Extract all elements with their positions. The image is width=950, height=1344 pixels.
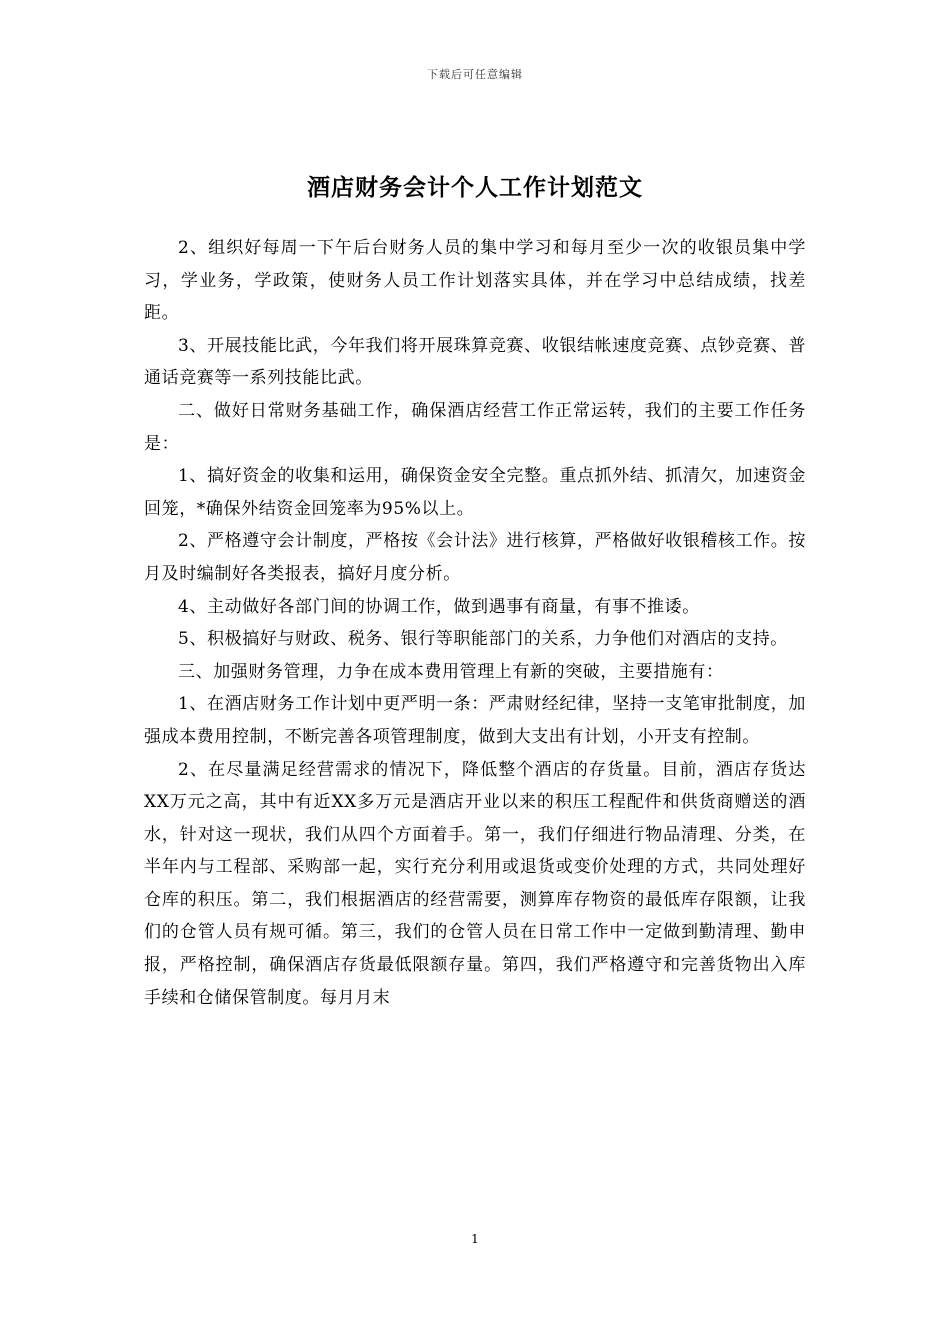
paragraph: 2、严格遵守会计制度，严格按《会计法》进行核算，严格做好收银稽核工作。按月及时编制好各类报表，搞好月度分析。 [144, 531, 806, 584]
paragraph: 三、加强财务管理，力争在成本费用管理上有新的突破，主要措施有： [178, 661, 724, 682]
page-number: 1 [471, 1232, 479, 1246]
paragraph: 4、主动做好各部门间的协调工作，做到遇事有商量，有事不推诿。 [178, 596, 700, 617]
paragraph: 1、搞好资金的收集和运用，确保资金安全完整。重点抓外结、抓清欠，加速资金回笼，*确保外结资金回笼率为95%以上。 [144, 466, 806, 519]
paragraph: 3、开展技能比武，今年我们将开展珠算竞赛、收银结帐速度竞赛、点钞竞赛、普通话竞赛等一系列技能比武。 [144, 335, 806, 389]
paragraph: 5、积极搞好与财政、税务、银行等职能部门的关系，力争他们对酒店的支持。 [178, 629, 788, 650]
paragraph: 2、在尽量满足经营需求的情况下，降低整个酒店的存货量。目前，酒店存货达XX万元之高，其中有近XX多万元是酒店开业以来的积压工程配件和供货商赠送的酒水，针对这一现状，我们从四个方面着手。第一，我们仔细进行物品清理、分类，在半年内与工程部、采购部一起，实行充分利用或退货或变价处理的方式，共同处理好仓库的积压。第二，我们根据酒店的经营需要，测算库存物资的最低库存限额，让我们的仓管人员有规可循。第三，我们的仓管人员在日常工作中一定做到勤清理、勤申报，严格控制，确保酒店存货最低限额存量。第四，我们严格遵守和完善货物出入库手续和仓储保管制度。每月月末 [144, 759, 806, 1008]
download-note: 下载后可任意编辑 [427, 68, 523, 81]
paragraph: 1、在酒店财务工作计划中更严明一条：严肃财经纪律，坚持一支笔审批制度，加强成本费用控制，不断完善各项管理制度，做到大支出有计划，小开支有控制。 [144, 694, 806, 747]
paragraph: 二、做好日常财务基础工作，确保酒店经营工作正常运转，我们的主要工作任务是： [144, 400, 806, 454]
document-body [144, 232, 806, 1014]
paragraph: 2、组织好每周一下午后台财务人员的集中学习和每月至少一次的收银员集中学习，学业务，学政策，使财务人员工作计划落实具体，并在学习中总结成绩，找差距。 [144, 238, 806, 324]
document-title: 酒店财务会计个人工作计划范文 [307, 174, 643, 202]
